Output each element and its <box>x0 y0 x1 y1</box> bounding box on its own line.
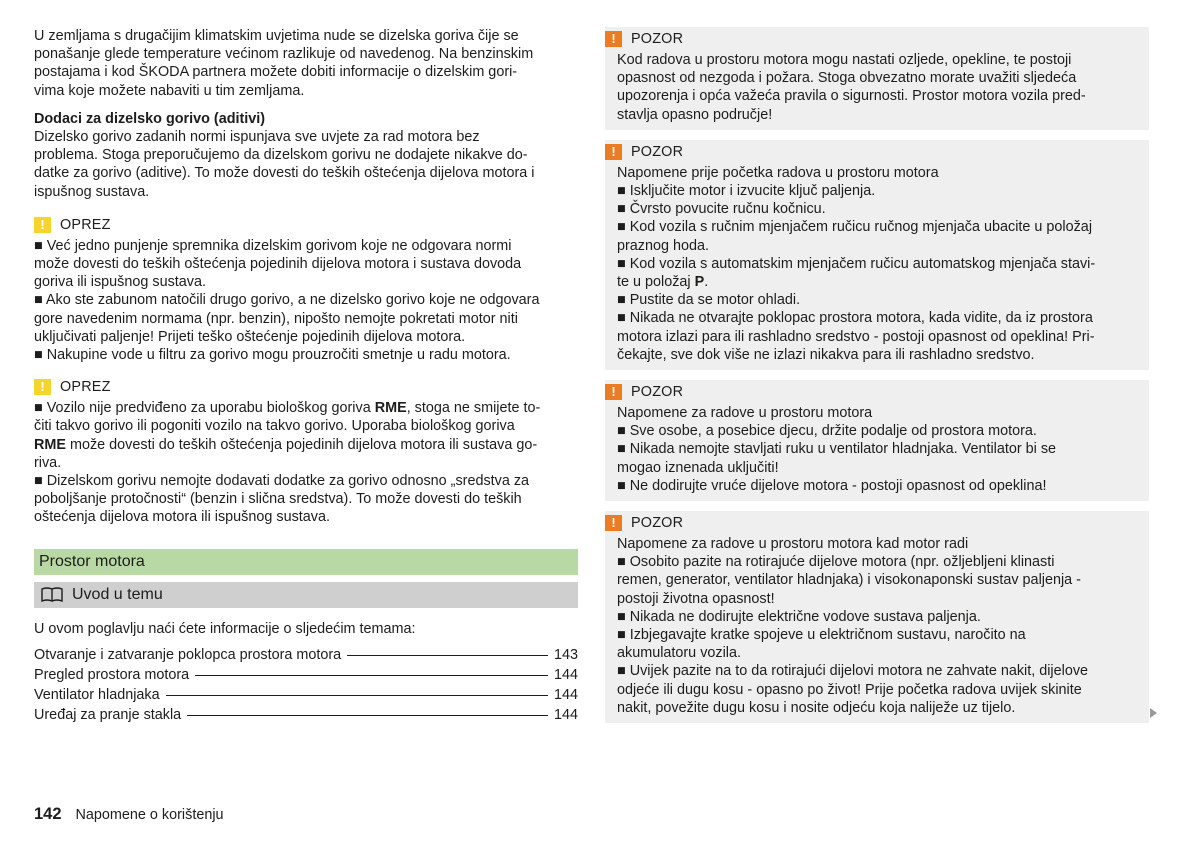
section-heading <box>34 549 578 575</box>
book-icon <box>41 587 63 603</box>
additives-heading: Dodaci za dizelsko gorivo (aditivi) <box>34 110 266 127</box>
pozor-line: ■ Kod vozila s ručnim mjenjačem ručicu ručnog mjenjača ubacite u položaj <box>617 219 1093 236</box>
oprez-header <box>34 377 578 397</box>
additives-line: problema. Stoga preporučujemo da dizelskom gorivu ne dodajete nikakve do- <box>34 147 528 164</box>
oprez-label: OPREZ <box>60 216 111 233</box>
pozor-notice <box>605 140 1149 370</box>
pozor-label: POZOR <box>631 514 684 531</box>
pozor-label: POZOR <box>631 383 684 400</box>
warning-icon: ! <box>605 515 622 531</box>
oprez-line: ■ Dizelskom gorivu nemojte dodavati dodatke za gorivo odnosno „sredstva za <box>34 473 530 490</box>
pozor-line: Kod radova u prostoru motora mogu nastati ozljede, opekline, te postoji <box>617 52 1072 68</box>
pozor-line: ■ Nikada ne dodirujte električne vodove sustava paljenja. <box>617 608 981 625</box>
oprez-notice <box>34 377 578 526</box>
intro-line: ponašanje glede temperature većinom razlikuje od navedenog. Na benzinskim <box>34 46 534 63</box>
oprez-label: OPREZ <box>60 379 111 396</box>
pozor-line: Napomene za radove u prostoru motora kad motor radi <box>617 536 969 553</box>
caution-icon: ! <box>34 217 51 233</box>
toc-leader <box>187 715 548 716</box>
pozor-line: opasnost od nezgoda i požara. Stoga obvezatno morate uvažiti sljedeća <box>617 70 1077 87</box>
pozor-line: akumulatoru vozila. <box>617 645 741 662</box>
oprez-line: ■ Već jedno punjenje spremnika dizelskim gorivom koje ne odgovara normi <box>34 237 512 254</box>
pozor-line: mogao iznenada uključiti! <box>617 459 779 476</box>
pozor-line: ■ Izbjegavajte kratke spojeve u električnom sustavu, naročito na <box>617 627 1026 644</box>
toc-leader <box>195 675 548 676</box>
pozor-notice <box>605 511 1149 723</box>
pozor-line: ■ Ne dodirujte vruće dijelove motora - postoji opasnost od opeklina! <box>617 477 1047 494</box>
pozor-label: POZOR <box>631 143 684 160</box>
pozor-header <box>605 142 1137 162</box>
text-run: , stoga ne smijete to- <box>406 400 541 417</box>
pozor-line: upozorenja i opća važeća pravila o sigurnosti. Prostor motora vozila pred- <box>617 88 1086 105</box>
intro-line: postajama i kod ŠKODA partnera možete dobiti informacije o dizelskim gori- <box>34 64 518 81</box>
text-run: može dovesti do teških oštećenja pojedinih dijelova motora ili sustava go- <box>65 436 538 453</box>
pozor-label: POZOR <box>631 30 684 47</box>
toc-entry-title: Pregled prostora motora <box>34 666 190 683</box>
toc-intro: U ovom poglavlju naći ćete informacije o sljedećim temama: <box>34 620 416 637</box>
oprez-line: uključivati paljenje! Prijeti teško oštećenje pojedinih dijelova motora. <box>34 328 466 345</box>
toc-entry-page: 144 <box>553 686 578 703</box>
toc-entry-title: Otvaranje i zatvaranje poklopca prostora motora <box>34 646 342 663</box>
warning-icon: ! <box>605 384 622 400</box>
subsection-heading <box>34 582 578 608</box>
pozor-line: nakit, povežite dugu kosu i nosite odjeću koja naliježe uz tijelo. <box>617 699 1016 716</box>
toc-leader <box>347 655 548 656</box>
pozor-notice <box>605 380 1149 501</box>
pozor-line: stavlja opasno područje! <box>617 106 773 123</box>
gear-position-p: P <box>694 274 705 291</box>
oprez-line <box>34 399 578 417</box>
warning-icon: ! <box>605 31 622 47</box>
rme-term: RME <box>34 436 66 453</box>
pozor-line: Napomene za radove u prostoru motora <box>617 405 873 422</box>
pozor-line: ■ Osobito pazite na rotirajuće dijelove motora (npr. ožljebljeni klinasti <box>617 554 1055 571</box>
pozor-line: ■ Uvijek pazite na to da rotirajući dijelovi motora ne zahvate nakit, dijelove <box>617 663 1089 680</box>
pozor-line: remen, generator, ventilator hladnjaka) i visokonaponski sustav paljenja - <box>617 572 1081 589</box>
text-run: . <box>704 274 709 291</box>
additives-line: ispušnog sustava. <box>34 183 150 200</box>
pozor-line: ■ Kod vozila s automatskim mjenjačem ručicu automatskog mjenjača stavi- <box>617 255 1096 272</box>
oprez-line: poboljšanje protočnosti“ (benzin i slična sredstva). To može dovesti do teških <box>34 491 522 508</box>
pozor-line: Napomene prije početka radova u prostoru motora <box>617 164 939 181</box>
oprez-line: riva. <box>34 454 62 471</box>
pozor-notice <box>605 27 1149 130</box>
section-title: Prostor motora <box>39 552 145 570</box>
pozor-line: praznog hoda. <box>617 237 710 254</box>
rme-term: RME <box>374 400 407 417</box>
footer-title: Napomene o korištenju <box>75 807 224 823</box>
subsection-title: Uvod u temu <box>72 585 163 603</box>
toc-entry[interactable] <box>34 686 578 706</box>
intro-line: U zemljama s drugačijim klimatskim uvjetima nude se dizelska goriva čije se <box>34 28 519 44</box>
oprez-notice <box>34 215 578 364</box>
toc-leader <box>166 695 548 696</box>
caution-icon: ! <box>34 379 51 395</box>
warning-icon: ! <box>605 144 622 160</box>
oprez-line: oštećenja dijelova motora ili ispušnog sustava. <box>34 509 330 526</box>
toc-entry[interactable] <box>34 666 578 686</box>
oprez-line: čiti takvo gorivo ili pogoniti vozilo na takvo gorivo. Uporaba biološkog goriva <box>34 418 515 435</box>
pozor-line: ■ Čvrsto povucite ručnu kočnicu. <box>617 201 826 218</box>
additives-line: datke za gorivo (aditive). To može dovesti do teških oštećenja dijelova motora i <box>34 165 535 182</box>
pozor-line: ■ Nikada ne otvarajte poklopac prostora motora, kada vidite, da iz prostora <box>617 310 1093 327</box>
page-number: 142 <box>34 805 62 823</box>
pozor-header <box>605 513 1137 533</box>
page-footer <box>34 805 224 824</box>
oprez-header <box>34 215 578 235</box>
oprez-line <box>34 436 578 454</box>
oprez-line: ■ Nakupine vode u filtru za gorivo mogu prouzročiti smetnje u radu motora. <box>34 347 511 364</box>
oprez-line: goriva ili ispušnog sustava. <box>34 274 206 291</box>
toc-entry-title: Uređaj za pranje stakla <box>34 706 182 723</box>
toc-entry-title: Ventilator hladnjaka <box>34 686 160 703</box>
oprez-line: može dovesti do teških oštećenja pojedinih dijelova motora i sustava dovoda <box>34 256 522 273</box>
pozor-header <box>605 29 1137 49</box>
oprez-line: ■ Ako ste zabunom natočili drugo gorivo, a ne dizelsko gorivo koje ne odgovara <box>34 292 540 309</box>
left-column <box>34 27 578 726</box>
pozor-line: ■ Pustite da se motor ohladi. <box>617 292 801 309</box>
pozor-line: motora izlazi para ili rashladno sredstvo - postoji opasnost od opeklina! Pri- <box>617 328 1095 345</box>
pozor-line: odjeće ili dugu kosu - opasno po život! Prije početka radova uvijek skinite <box>617 681 1082 698</box>
additives-line: Dizelsko gorivo zadanih normi ispunjava sve uvjete za rad motora bez <box>34 129 480 146</box>
pozor-line: ■ Isključite motor i izvucite ključ paljenja. <box>617 183 876 200</box>
text-run: te u položaj <box>617 274 695 291</box>
pozor-line: ■ Nikada nemojte stavljati ruku u ventilator hladnjaka. Ventilator bi se <box>617 441 1057 458</box>
pozor-header <box>605 382 1137 402</box>
toc-entry-page: 143 <box>553 646 578 663</box>
intro-line: vima koje možete nabaviti u tim zemljama. <box>34 82 305 99</box>
pozor-line: čekajte, sve dok više ne izlazi nikakva para ili rashladno sredstvo. <box>617 346 1035 363</box>
pozor-line: postoji životna opasnost! <box>617 590 775 607</box>
continue-arrow-icon <box>1150 708 1157 718</box>
toc-entry-page: 144 <box>553 666 578 683</box>
toc-entry[interactable] <box>34 646 578 666</box>
toc-entry[interactable] <box>34 706 578 726</box>
pozor-line: ■ Sve osobe, a posebice djecu, držite podalje od prostora motora. <box>617 423 1037 440</box>
oprez-line: gore navedenim normama (npr. benzin), nipošto nemojte pokretati motor niti <box>34 310 518 327</box>
toc-entry-page: 144 <box>553 706 578 723</box>
pozor-line <box>617 273 1137 291</box>
right-column <box>605 27 1149 733</box>
table-of-contents <box>34 646 578 726</box>
text-run: ■ Vozilo nije predviđeno za uporabu biološkog goriva <box>34 400 375 417</box>
